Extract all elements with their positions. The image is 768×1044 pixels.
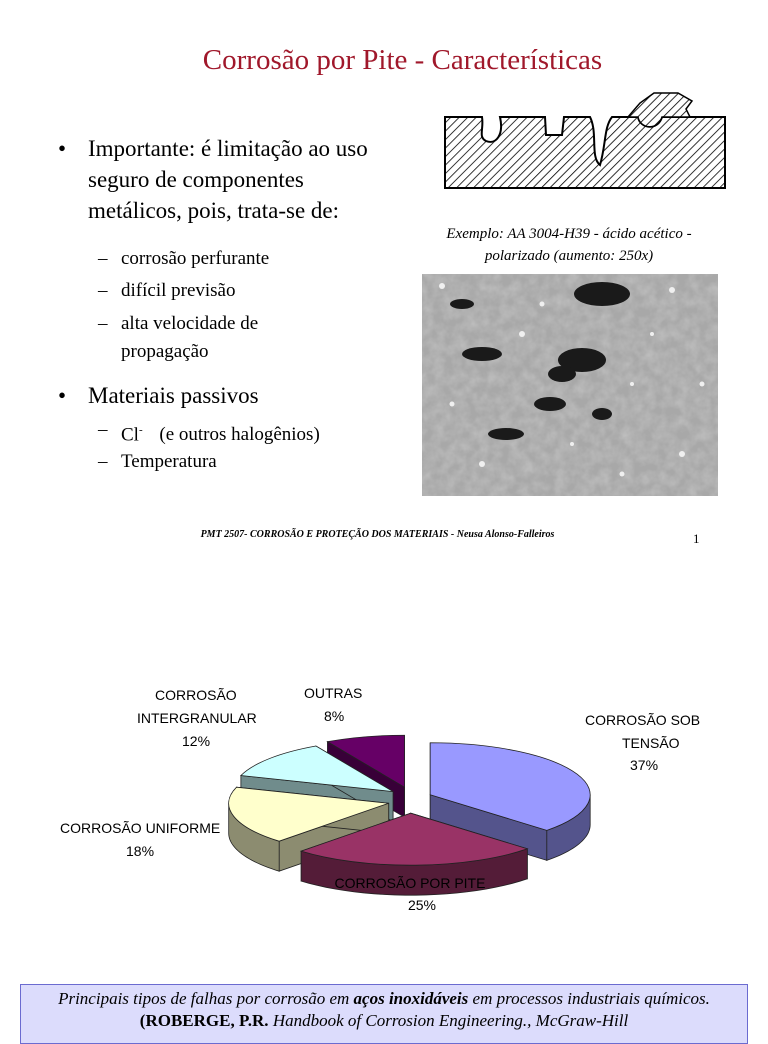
bullet-dot: •	[58, 136, 67, 161]
page-number: 1	[693, 531, 700, 546]
label-outras: OUTRAS	[304, 685, 363, 701]
pitting-diagram	[440, 85, 735, 195]
pie-chart	[40, 670, 760, 930]
bullet-dot: •	[58, 383, 67, 408]
label-pite-pct: 25%	[407, 897, 437, 913]
label-uniforme-pct: 18%	[126, 843, 155, 859]
pie-slices	[229, 735, 590, 895]
label-intergranular-pct: 12%	[182, 733, 211, 749]
bullet-text: Importante: é limitação ao uso seguro de componentes metálicos, pois, trata-se de:	[88, 136, 368, 223]
label-intergranular-2: INTERGRANULAR	[137, 710, 257, 726]
chloride: Cl	[121, 424, 139, 446]
label-tensao-2: TENSÃO	[622, 735, 680, 751]
micrograph-image	[422, 274, 718, 496]
label-pite: CORROSÃO POR PITE	[334, 875, 486, 891]
bullet-text: Materiais passivos	[88, 383, 259, 408]
label-intergranular: CORROSÃO	[155, 687, 237, 703]
slide-title: Corrosão por Pite - Características	[202, 44, 603, 76]
image-caption: Exemplo: AA 3004-H39 - ácido acético - polarizado (aumento: 250x)	[446, 226, 692, 264]
label-tensao-pct: 37%	[630, 757, 659, 773]
label-outras-pct: 8%	[324, 708, 345, 724]
label-uniforme: CORROSÃO UNIFORME	[60, 820, 221, 836]
slide-footer: PMT 2507- CORROSÃO E PROTEÇÃO DOS MATERIAIS - Neusa Alonso-Falleiros	[200, 529, 555, 540]
label-tensao: CORROSÃO SOB	[585, 712, 701, 728]
figure-caption: Principais tipos de falhas por corrosão em aços inoxidáveis em processos industriais químicos. (ROBERGE, P.R. Handbook of Corrosion Engineering., McGraw-Hill	[58, 989, 710, 1030]
